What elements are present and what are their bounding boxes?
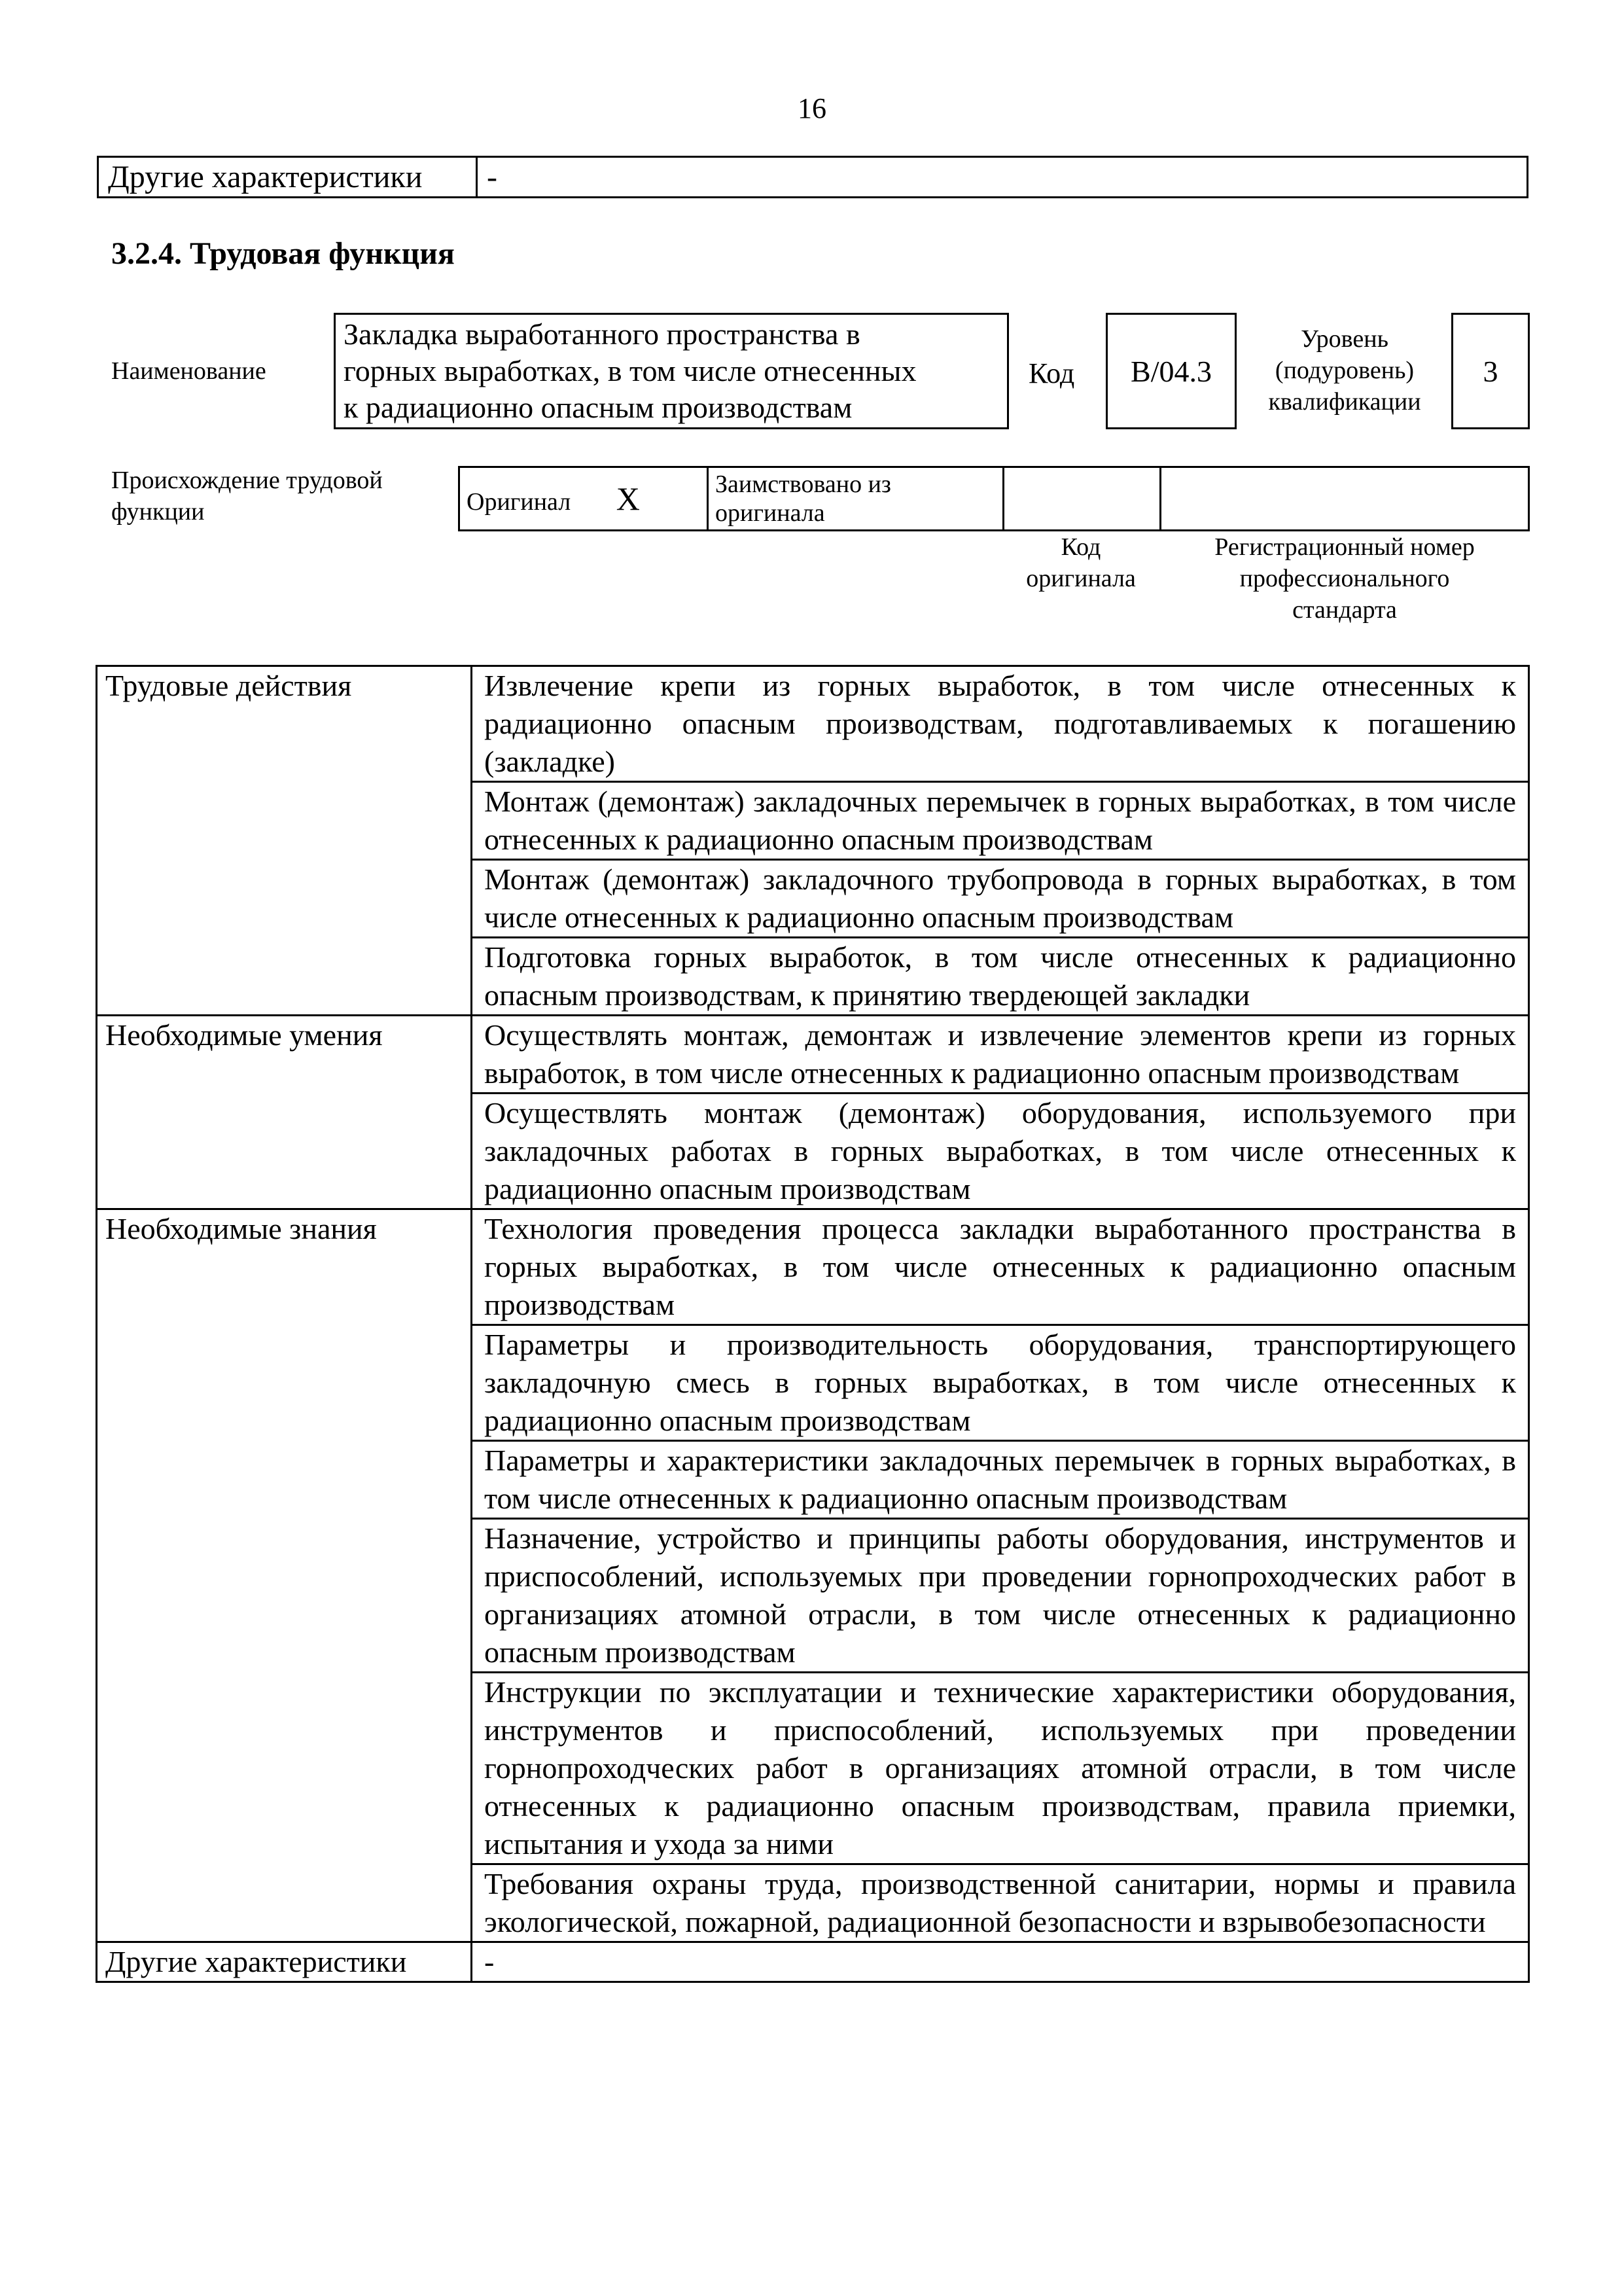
table-row <box>97 1016 1529 1094</box>
origin-label-line: функции <box>111 498 205 525</box>
caption-line: оригинала <box>1026 565 1136 592</box>
original-label: Оригинал <box>467 488 571 516</box>
table-row <box>97 1209 1529 1325</box>
function-name-line: к радиационно опасным производствам <box>344 391 853 424</box>
table-row <box>97 666 1529 782</box>
category-required-skills: Необходимые умения <box>97 1016 472 1209</box>
caption-line: Код <box>1061 533 1101 561</box>
qualification-level-value: 3 <box>1451 313 1530 429</box>
origin-table <box>458 466 1530 531</box>
page-number: 16 <box>798 92 826 124</box>
table-cell: Осуществлять монтаж, демонтаж и извлечение элементов крепи из горных выработок, в том числе отнесенных к радиационно опасным производствам <box>472 1016 1529 1094</box>
qualification-level-label <box>1243 323 1446 418</box>
table-cell: Параметры и производительность оборудования, транспортирующего закладочную смесь в горных выработках, в том числе отнесенных к радиационно опасным производствам <box>472 1325 1529 1441</box>
table-cell: Подготовка горных выработок, в том числе отнесенных к радиационно опасным производствам, к принятию твердеющей закладки <box>472 938 1529 1016</box>
original-mark: X <box>616 480 640 517</box>
caption-line: профессионального <box>1239 565 1450 592</box>
table-cell: Параметры и характеристики закладочных перемычек в горных выработках, в том числе отнесенных к радиационно опасным производствам <box>472 1441 1529 1519</box>
original-code-caption <box>1002 531 1159 594</box>
registration-number-caption <box>1159 531 1530 626</box>
table-cell: Требования охраны труда, производственной санитарии, нормы и правила экологической, пожарной, радиационной безопасности и взрывобезопасности <box>472 1864 1529 1942</box>
caption-line: стандарта <box>1292 596 1397 624</box>
top-characteristics-table <box>97 156 1528 198</box>
code-value: B/04.3 <box>1106 313 1237 429</box>
origin-label-line: Происхождение трудовой <box>111 467 383 494</box>
name-label: Наименование <box>111 357 266 385</box>
table-cell: Извлечение крепи из горных выработок, в том числе отнесенных к радиационно опасным производствам, подготавливаемых к погашению (закладке) <box>472 666 1529 782</box>
table-cell: Назначение, устройство и принципы работы оборудования, инструментов и приспособлений, используемых при проведении горнопроходческих работ в организациях атомной отрасли, в том числе отнесенных к радиационно опасным производствам <box>472 1519 1529 1673</box>
table-cell: Монтаж (демонтаж) закладочного трубопровода в горных выработках, в том числе отнесенных к радиационно опасным производствам <box>472 860 1529 938</box>
category-required-knowledge: Необходимые знания <box>97 1209 472 1942</box>
table-cell: - <box>472 1942 1529 1982</box>
original-cell <box>459 467 708 531</box>
level-label-line: квалификации <box>1268 388 1421 416</box>
table-cell: Инструкции по эксплуатации и технические характеристики оборудования, инструментов и приспособлений, используемых при проведении горнопроходческих работ в организациях атомной отрасли, в том числе отнесенных к радиационно опасным производствам, правила приемки, испытания и ухода за ними <box>472 1673 1529 1864</box>
code-label: Код <box>1029 357 1075 389</box>
table-row <box>97 1942 1529 1982</box>
function-name-line: горных выработках, в том числе отнесенных <box>344 354 917 387</box>
function-name-box <box>334 313 1009 429</box>
labor-function-table <box>96 665 1530 1983</box>
level-label-line: Уровень <box>1301 325 1388 353</box>
other-characteristics-label: Другие характеристики <box>98 157 477 198</box>
caption-line: Регистрационный номер <box>1214 533 1475 561</box>
registration-number-cell <box>1161 467 1529 531</box>
level-label-line: (подуровень) <box>1275 357 1415 384</box>
borrowed-cell <box>708 467 1004 531</box>
category-labor-actions: Трудовые действия <box>97 666 472 1016</box>
section-heading: 3.2.4. Трудовая функция <box>111 236 455 271</box>
original-code-cell <box>1004 467 1161 531</box>
borrowed-label-line: оригинала <box>715 499 825 527</box>
function-name-line: Закладка выработанного пространства в <box>344 317 860 351</box>
table-cell: Осуществлять монтаж (демонтаж) оборудования, используемого при закладочных работах в горных выработках, в том числе отнесенных к радиационно опасным производствам <box>472 1094 1529 1209</box>
table-cell: Монтаж (демонтаж) закладочных перемычек в горных выработках, в том числе отнесенных к радиационно опасным производствам <box>472 782 1529 860</box>
origin-label <box>111 465 383 527</box>
other-characteristics-value: - <box>477 157 1528 198</box>
borrowed-label-line: Заимствовано из <box>715 471 891 498</box>
category-other-characteristics: Другие характеристики <box>97 1942 472 1982</box>
table-cell: Технология проведения процесса закладки выработанного пространства в горных выработках, в том числе отнесенных к радиационно опасным производствам <box>472 1209 1529 1325</box>
